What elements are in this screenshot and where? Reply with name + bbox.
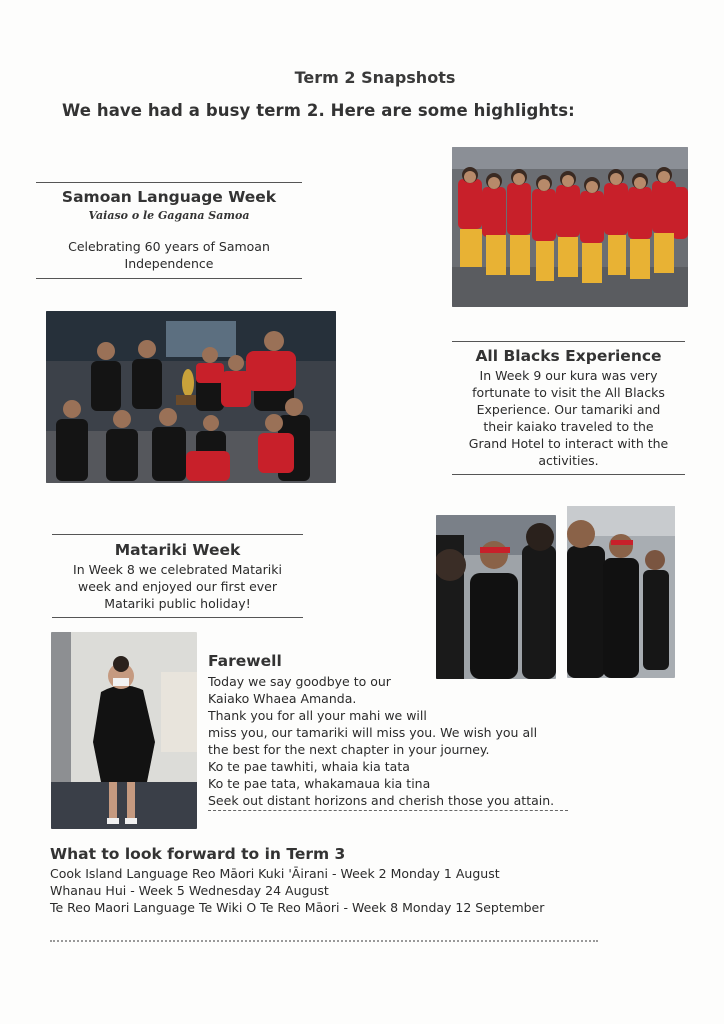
samoan-heading: Samoan Language Week [61,188,277,206]
term3-event: Whanau Hui - Week 5 Wednesday 24 August [50,883,329,898]
farewell-line: Kaiako Whaea Amanda. [208,691,357,706]
divider [52,617,303,618]
page-intro: We have had a busy term 2. Here are some highlights: [62,101,575,120]
divider [452,341,685,342]
all-blacks-body-line: fortunate to visit the All Blacks [472,385,665,400]
divider [52,534,303,535]
photo-matariki-performers-right [567,506,675,678]
farewell-line: Ko te pae tata, whakamaua kia tina [208,776,431,791]
term3-event: Te Reo Maori Language Te Wiki O Te Reo Māori - Week 8 Monday 12 September [50,900,545,915]
farewell-line: Thank you for all your mahi we will [208,708,427,723]
photo-matariki-performers-left [436,515,556,679]
samoan-script-subtitle: Vaiaso o le Gagana Samoa [88,209,250,222]
samoan-body-line: Independence [124,256,214,271]
all-blacks-heading: All Blacks Experience [475,347,662,365]
matariki-body-line: week and enjoyed our first ever [77,579,278,594]
term3-event: Cook Island Language Reo Māori Kuki 'Āirani - Week 2 Monday 1 August [50,866,500,881]
divider [36,182,302,183]
term3-heading: What to look forward to in Term 3 [50,845,346,863]
photo-all-blacks-group [46,311,336,483]
photo-samoan-students [452,147,688,307]
all-blacks-body-line: their kaiako traveled to the [483,419,654,434]
divider [452,474,685,475]
all-blacks-body-line: activities. [538,453,599,468]
matariki-body [52,561,303,612]
samoan-body-line: Celebrating 60 years of Samoan [68,239,270,254]
farewell-line: miss you, our tamariki will miss you. We wish you all [208,725,538,740]
samoan-body [36,238,302,272]
matariki-heading: Matariki Week [114,541,241,559]
all-blacks-body-line: In Week 9 our kura was very [479,368,658,383]
all-blacks-body [452,367,685,469]
divider [36,278,302,279]
dotted-divider [50,940,598,942]
farewell-line: Ko te pae tawhiti, whaia kia tata [208,759,410,774]
all-blacks-body-line: Grand Hotel to interact with the [468,436,669,451]
farewell-line: Today we say goodbye to our [208,674,391,689]
photo-farewell-teacher [51,632,197,829]
farewell-heading: Farewell [208,652,282,670]
page-title: Term 2 Snapshots [294,68,456,87]
farewell-line: the best for the next chapter in your journey. [208,742,490,757]
matariki-body-line: In Week 8 we celebrated Matariki [73,562,282,577]
dashed-divider [208,810,568,811]
farewell-line: Seek out distant horizons and cherish those you attain. [208,793,555,808]
matariki-body-line: Matariki public holiday! [104,596,251,611]
all-blacks-body-line: Experience. Our tamariki and [476,402,661,417]
